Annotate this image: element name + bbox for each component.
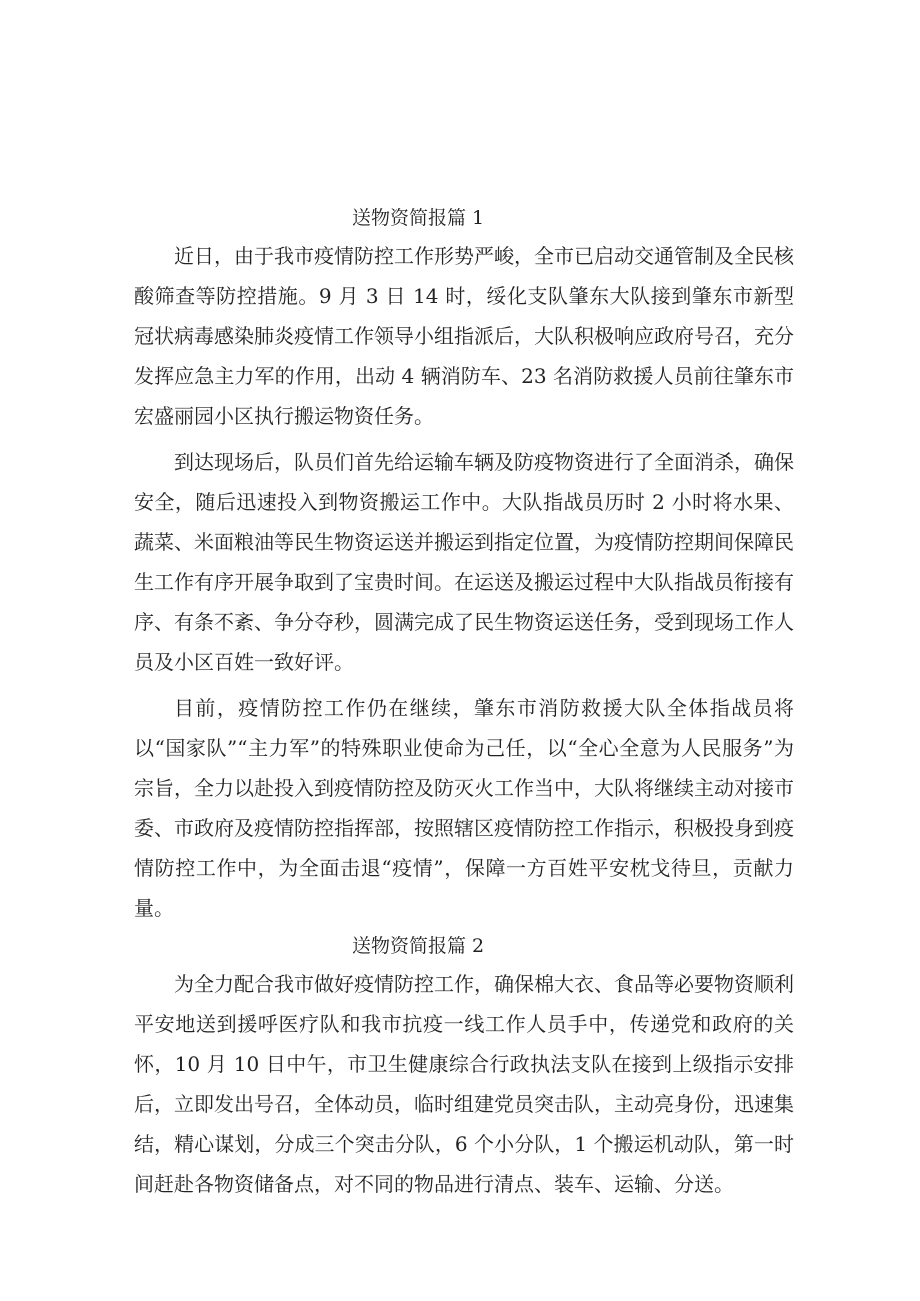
section-title-2: 送物资简报篇 2: [352, 935, 485, 957]
paragraph-2-1: 为全力配合我市做好疫情防控工作，确保棉大衣、食品等必要物资顺利平安地送到援呼医疗队和我市抗疫一线工作人员手中，传递党和政府的关怀，10 月 10 日中午，市卫生健康综合行政执法支队在接到上级指示安排后，立即发出号召，全体动员，临时组建党员突击队，主动亮身份，迅速集结，精心谋划，分成三个突击分队，6 个小分队，1 个搬运机动队，第一时间赶赴各物资储备点，对不同的物品进行清点、装车、运输、分送。: [134, 972, 794, 1196]
document-body: [134, 200, 794, 1204]
paragraph-1-2: 到达现场后，队员们首先给运输车辆及防疫物资进行了全面消杀，确保安全，随后迅速投入到物资搬运工作中。大队指战员历时 2 小时将水果、蔬菜、米面粮油等民生物资运送并搬运到指定位置，为疫情防控期间保障民生工作有序开展争取到了宝贵时间。在运送及搬运过程中大队指战员衔接有序、有条不紊、争分夺秒，圆满完成了民生物资运送任务，受到现场工作人员及小区百姓一致好评。: [134, 450, 794, 674]
paragraph-1-3: 目前，疫情防控工作仍在继续，肇东市消防救援大队全体指战员将以“国家队”“主力军”的特殊职业使命为己任，以“全心全意为人民服务”为宗旨，全力以赴投入到疫情防控及防灭火工作当中，大队将继续主动对接市委、市政府及疫情防控指挥部，按照辖区疫情防控工作指示，积极投身到疫情防控工作中，为全面击退“疫情”，保障一方百姓平安枕戈待旦，贡献力量。: [134, 696, 794, 920]
section-title-1: 送物资简报篇 1: [352, 207, 485, 229]
paragraph-1-1: 近日，由于我市疫情防控工作形势严峻，全市已启动交通管制及全民核酸筛查等防控措施。9 月 3 日 14 时，绥化支队肇东大队接到肇东市新型冠状病毒感染肺炎疫情工作领导小组指派后，大队积极响应政府号召，充分发挥应急主力军的作用，出动 4 辆消防车、23 名消防救援人员前往肇东市宏盛丽园小区执行搬运物资任务。: [134, 244, 794, 428]
